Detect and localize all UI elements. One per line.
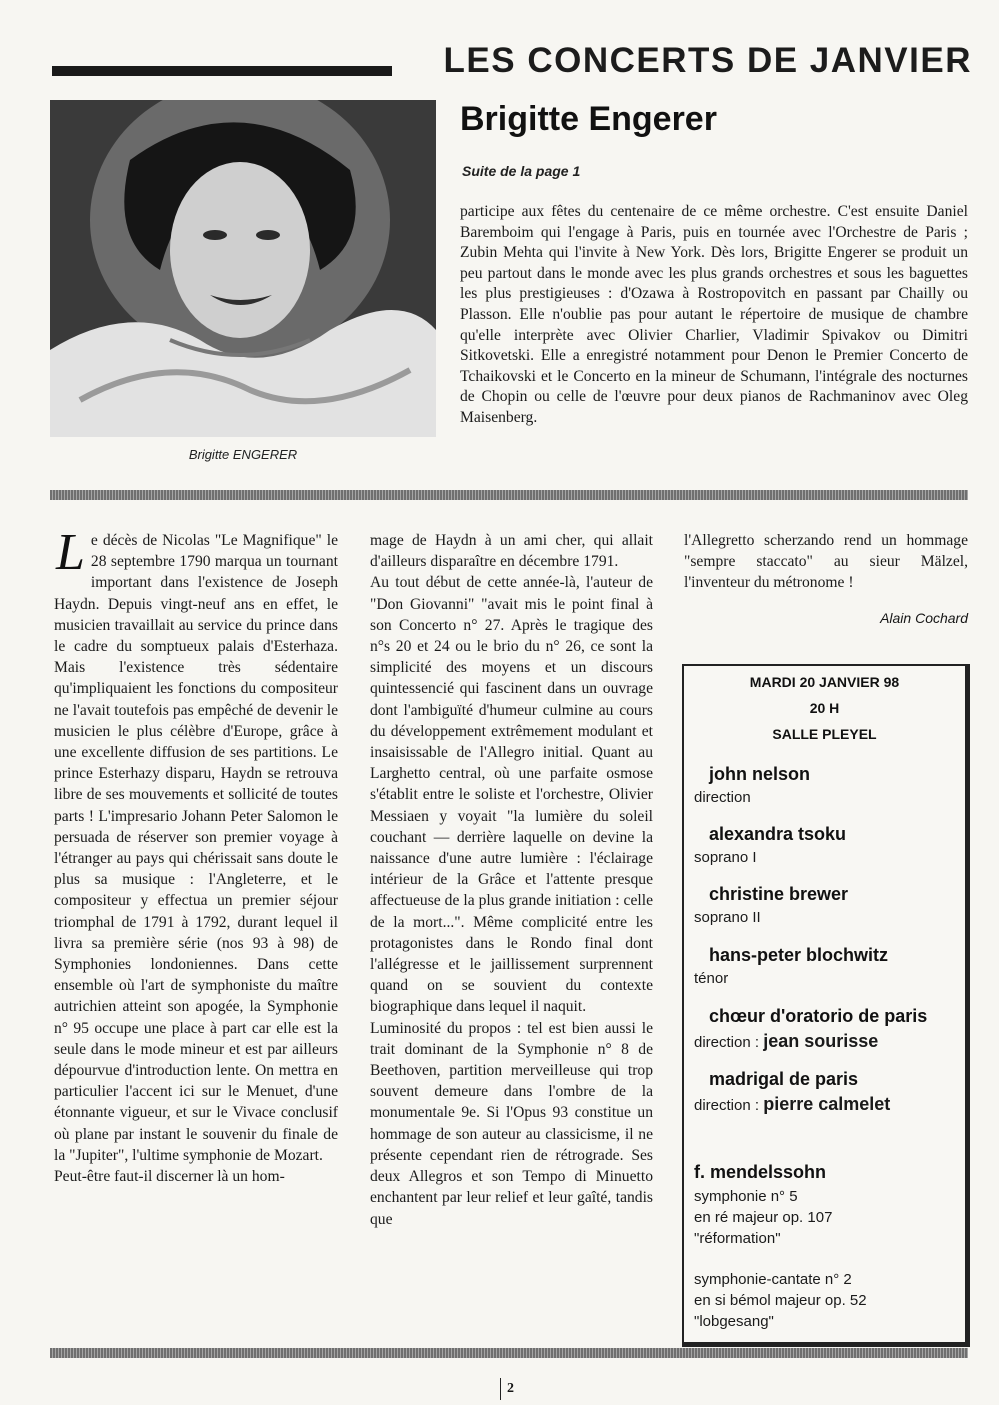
paragraph: Peut-être faut-il discerner là un hom- (54, 1168, 285, 1186)
work-key: en ré majeur op. 107 (694, 1209, 833, 1226)
role-label: direction : (694, 1097, 760, 1114)
photo-caption: Brigitte ENGERER (188, 447, 298, 462)
role-person: pierre calmelet (763, 1094, 891, 1114)
paragraph: mage de Haydn à un ami cher, qui allait d'ailleurs disparaître en décembre 1791. (370, 532, 653, 571)
page-number: 2 (500, 1378, 514, 1400)
performer-role: direction (694, 789, 751, 806)
performer-name: john nelson (709, 764, 810, 784)
performer-name: christine brewer (709, 884, 849, 904)
header-rule (52, 66, 392, 76)
role-person: jean sourisse (763, 1031, 879, 1051)
author-signature: Alain Cochard (880, 610, 968, 626)
work-title: symphonie-cantate n° 2 (694, 1271, 852, 1288)
composer-name: f. mendelssohn (694, 1162, 827, 1182)
performer-role: soprano I (694, 849, 757, 866)
portrait-photo (50, 100, 436, 437)
performer-role (694, 1094, 890, 1115)
performer-role (694, 1031, 878, 1052)
work-entry (694, 1186, 832, 1249)
text-column-1 (54, 524, 338, 1187)
role-label: direction : (694, 1034, 760, 1051)
concert-date: MARDI 20 JANVIER 98 (749, 674, 900, 690)
work-subtitle: "réformation" (694, 1230, 781, 1247)
article-title: Brigitte Engerer (460, 100, 717, 138)
text-column-3 (684, 530, 968, 594)
paragraph: l'Allegretto scherzando rend un hommage "sempre staccato" au sieur Mälzel, l'inventeur du métronome ! (684, 532, 968, 592)
performer-name: madrigal de paris (709, 1069, 859, 1089)
paragraph: Au tout début de cette année-là, l'auteur de "Don Giovanni" "avait mis le point final à son Concerto n° 27. Après le tragique des n°s 20 et 24 ou le brio du n° 26, ce sont la simplicité des moyens et un discours quintessencié qui fascinent dans un ouvrage dont l'ambiguïté d'humeur culmine au cours du développement extrêmement modulant et insaisissable de l'Allegro initial. Quant au Larghetto central, où une parfaite osmose s'établit entre le soliste et l'orchestre, Olivier Messiaen y voyait "la lumière du soleil couchant — derrière laquelle on devine la naissance d'une autre lumière : l'éclairage intérieur de la Grâce et l'attente presque affectueuse de la plus grande initiation : celle de la mort...". Même complicité entre les protagonistes dans le Rondo final dont l'allégresse et le jaillissement surprennent quand on se souvient du contexte biographique dans lequel il naquit. (370, 574, 653, 1016)
performer-name: hans-peter blochwitz (709, 945, 889, 965)
portrait-image (50, 100, 436, 437)
section-title: LES CONCERTS DE JANVIER (443, 41, 972, 80)
performer-name: chœur d'oratorio de paris (709, 1006, 928, 1026)
work-title: symphonie n° 5 (694, 1188, 798, 1205)
concert-time: 20 H (809, 700, 840, 716)
divider-rule (50, 490, 968, 500)
concert-venue: SALLE PLEYEL (772, 726, 877, 742)
work-entry (694, 1269, 867, 1332)
divider-rule (50, 1348, 968, 1358)
paragraph: e décès de Nicolas "Le Magnifique" le 28 septembre 1790 marqua un tournant important dans l'existence de Joseph Haydn. Depuis vingt-neuf ans en effet, le musicien travaillait au service du prince dans le cadre du somptueux palais d'Esterhaza. Mais l'existence très sédentaire qu'impliquaient les fonctions du compositeur ne l'avait toutefois pas empêché de devenir le musicien le plus célèbre d'Europe, grâce à une excellente diffusion de ses partitions. Le prince Esterhazy disparu, Haydn se retrouva libre de ses mouvements et sollicité de toutes parts ! L'impresario Johann Peter Salomon le persuada de réserver son premier voyage à l'étranger au pays qui chérissait sans doute le plus sa musique : l'Angleterre, et le compositeur y effectua un premier séjour triomphal de 1791 à 1792, durant lequel il livra sa première série (nos 93 à 98) de Symphonies londoniennes. Dans cette ensemble où l'art de symphoniste du maître autrichien atteint son apogée, la Symphonie n° 95 occupe une place à part car elle est la seule dans le mode mineur et est par ailleurs dépourvue d'introduction lente. On mettra en particulier l'accent ici sur le Menuet, d'une étonnante vigueur, et sur le Vivace conclusif où plane par instant le souvenir du finale de la "Jupiter", l'ultime symphonie de Mozart. (54, 532, 338, 1164)
article-intro: participe aux fêtes du centenaire de ce même orchestre. C'est ensuite Daniel Baremboim qui l'engage à Paris, puis en tournée avec l'Orchestre de Paris ; Zubin Mehta qui l'invite à New York. Dès lors, Brigitte Engerer se produit un peu partout dans le monde avec les plus grands orchestres et sous les baguettes les plus prestigieuses : d'Ozawa à Rostropovitch en passant par Chailly ou Plasson. Elle n'oublie pas pour autant le répertoire de musique de chambre qu'elle interprète avec Olivier Charlier, Vladimir Spivakov ou Dimitri Sitkovetski. Elle a enregistré notamment pour Denon le Premier Concerto de Tchaikovski et le Concerto en la mineur de Schumann, l'intégrale des nocturnes de Chopin ou celle de l'œuvre pour deux pianos de Rachmaninov avec Oleg Maisenberg. (460, 203, 968, 426)
work-subtitle: "lobgesang" (694, 1313, 774, 1330)
performer-role: soprano II (694, 909, 761, 926)
concert-info-box (682, 664, 970, 1347)
paragraph: Luminosité du propos : tel est bien aussi le trait dominant de la Symphonie n° 8 de Beethoven, partition merveilleuse qui trop souvent demeure dans l'ombre de la monumentale 9e. Si l'Opus 93 constitue un hommage de son auteur au classicisme, il ne présente cependant rien de rétrograde. Ses deux Allegros et son Tempo di Minuetto enchantent par leur relief et leur gaîté, tandis que (370, 1019, 653, 1228)
continued-note: Suite de la page 1 (462, 163, 581, 179)
performer-name: alexandra tsoku (709, 824, 847, 844)
performer-role: ténor (694, 970, 729, 987)
work-key: en si bémol majeur op. 52 (694, 1292, 867, 1309)
text-column-2 (370, 530, 653, 1230)
drop-cap: L (56, 524, 85, 581)
